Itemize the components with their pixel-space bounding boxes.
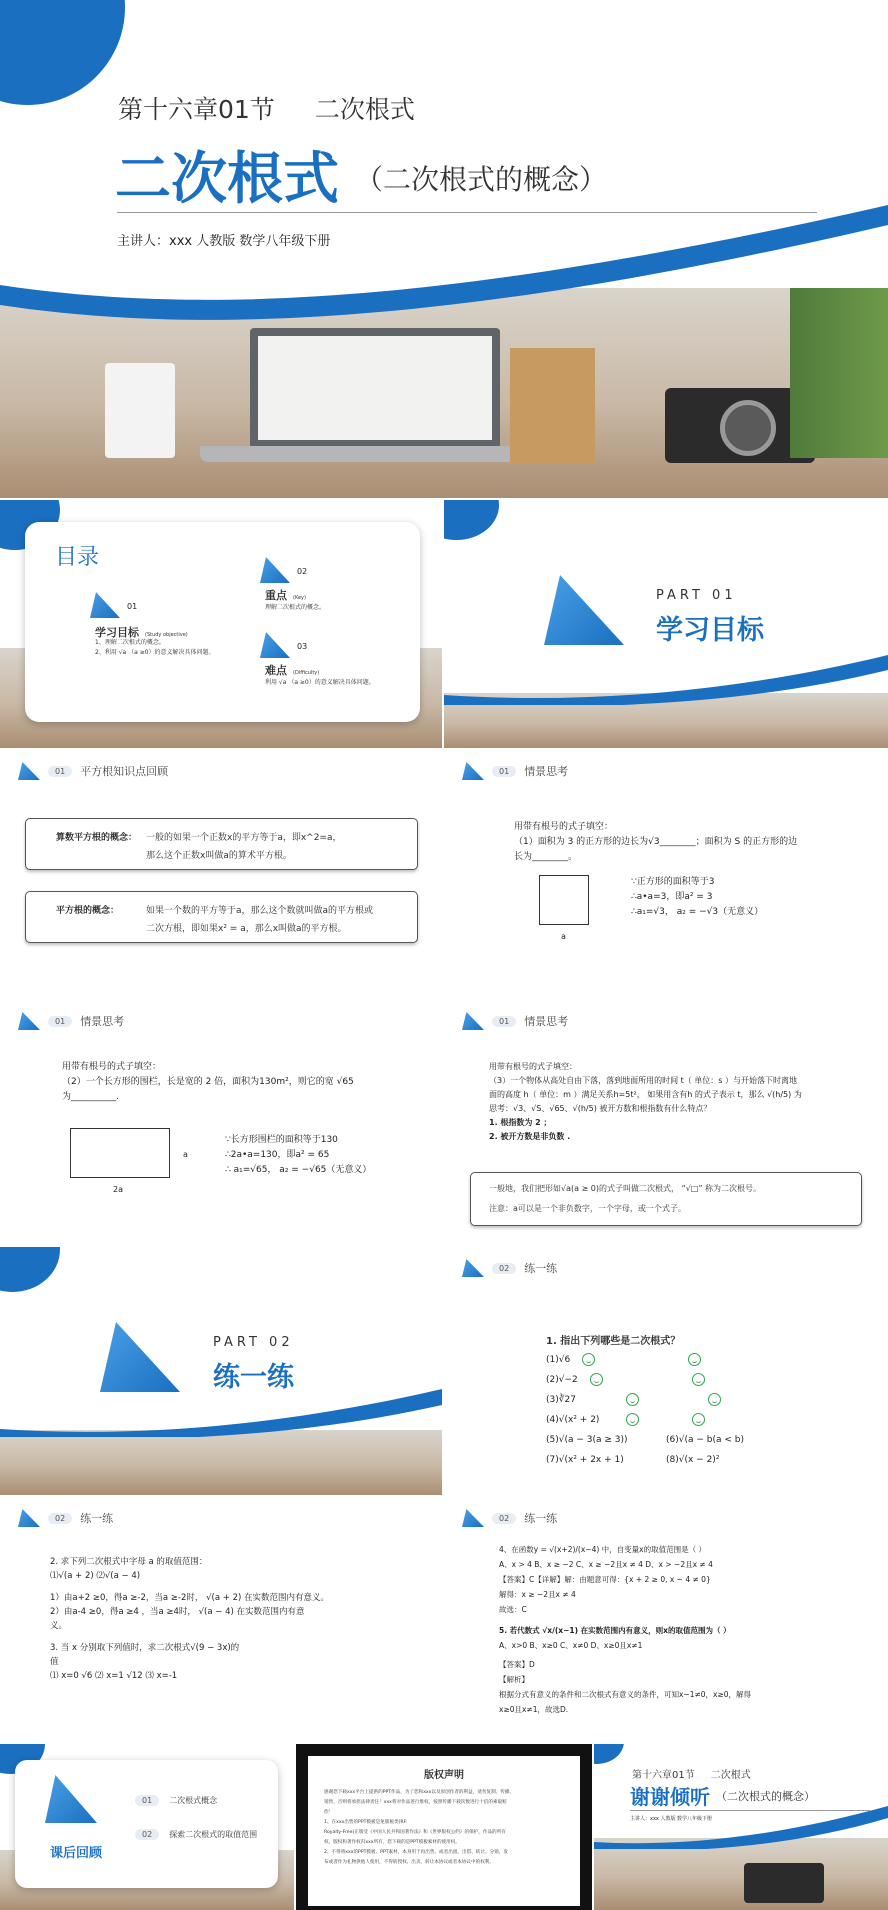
toc-item-2[interactable]: 重点 (Key) [265, 589, 306, 602]
presenter: 主讲人：xxx 人教版 数学八年级下册 [117, 234, 331, 249]
smiley-icon [626, 1393, 639, 1406]
smiley-icon [590, 1373, 603, 1386]
section-badge: 02 [492, 1263, 516, 1274]
section-title: 情景思考 [80, 1015, 125, 1028]
presenter: 主讲人：xxx 人教版 数学八年级下册 [630, 1816, 713, 1822]
ruler-pencil-icon [100, 1322, 180, 1392]
practice1-slide[interactable] [444, 1247, 888, 1495]
corner-circle [444, 500, 499, 540]
practice-text: 2. 求下列二次根式中字母 a 的取值范围： ⑴√(a + 2) ⑵√(a − 4) 1）由a+2 ≥0，得a ≥-2，当a ≥-2时， √(a + 2) 在实数范围内有意义。 2）由a-4 ≥0，得a ≥4 ，当a ≥4时， √(a − 4) 在实数范围内有意 义。 3. 当 x 分别取下列值时，求二次根式√(9 − 3x)的 值 ⑴ x=0 √6 ⑵ x=1 √12 ⑶ x=-1 [50, 1557, 329, 1681]
section-title: 练一练 [80, 1512, 114, 1525]
side-label: a [183, 1150, 188, 1159]
section-badge: 02 [492, 1513, 516, 1524]
side-label: 2a [113, 1185, 123, 1194]
toc-desc: 理解二次根式的概念。 [265, 604, 326, 611]
scene3-slide[interactable] [444, 1000, 888, 1245]
practice3-slide[interactable] [444, 1497, 888, 1742]
toc-card [25, 522, 420, 722]
section-badge: 01 [48, 1016, 72, 1027]
ruler-pencil-icon [544, 575, 624, 645]
section-title: 练一练 [524, 1262, 558, 1275]
solution-text: ∵长方形围栏的面积等于130 ∴2a•a=130，即a² = 65 ∴ a₁=√65， a₂ = −√65（无意义） [225, 1135, 372, 1175]
part-title: 学习目标 [656, 615, 764, 646]
mug-icon [105, 363, 175, 458]
toc-item-3[interactable]: 难点 (Difficulty) [265, 664, 320, 677]
section-badge: 01 [492, 1016, 516, 1027]
part1-slide[interactable] [444, 500, 888, 748]
toc-desc: 利用 √a （a ≥0）的意义解决具体问题。 [265, 679, 375, 686]
part-title: 练一练 [213, 1362, 294, 1393]
blue-wave [0, 1387, 442, 1437]
toc-item-1[interactable]: 学习目标 (Study objective) [95, 626, 188, 639]
ruler-pencil-icon [45, 1775, 97, 1823]
ruler-pencil-icon [462, 1509, 484, 1527]
option-list: (6)√(a − b(a < b) (8)√(x − 2)² [666, 1435, 744, 1465]
ruler-pencil-icon [260, 632, 290, 658]
title-divider [117, 212, 817, 213]
recap-item[interactable]: 02 探索二次根式的取值范围 [135, 1829, 257, 1840]
toc-title: 目录 [55, 545, 100, 570]
recap-title: 课后回顾 [50, 1846, 103, 1861]
toc-num: 02 [297, 567, 308, 576]
rectangle-figure [70, 1128, 170, 1178]
slide-header [18, 1012, 124, 1030]
practice2-slide[interactable] [0, 1497, 442, 1742]
section-title: 情景思考 [524, 765, 569, 778]
practice-text: 4、在函数y = √(x+2)/(x−4) 中，自变量x的取值范围是（ ） A、x > 4 B、x ≥ −2 C、x ≥ −2且x ≠ 4 D、x > −2且x ≠ 4 【答案】C【详解】解：由题意可得：{x + 2 ≥ 0, x − 4 ≠ 0} 解得：x ≥ −2且x ≠ 4 故选：C 5. 若代数式 √x/(x−1) 在实数范围内有意义，则x的取值范围为（ ） A、x>0 B、x≥0 C、x≠0 D、x≥0且x≠1 【答案】D 【解析】 根据分式有意义的条件和二次根式有意义的条件，可知x−1≠0，x≥0，解得 x≥0且x≠1，故选D. [499, 1545, 752, 1714]
thanks-slide[interactable] [594, 1744, 888, 1910]
part-label: PART 01 [656, 588, 737, 603]
ruler-pencil-icon [90, 592, 122, 620]
toc-slide[interactable] [0, 500, 442, 748]
thanks-title: 谢谢倾听 [630, 1785, 710, 1809]
laptop-base [200, 446, 540, 462]
part2-slide[interactable] [0, 1247, 442, 1495]
concept-box: 平方根的概念： 如果一个数的平方等于a，那么这个数就叫做a的平方根或 二次方根，即如果x² = a，那么x叫做a的平方根。 [25, 891, 418, 943]
ruler-pencil-icon [18, 762, 40, 780]
side-label: a [561, 932, 566, 941]
smiley-icon [688, 1353, 701, 1366]
pencil-cup-icon [510, 348, 595, 463]
smiley-icon [626, 1413, 639, 1426]
recap-item[interactable]: 01 二次根式概念 [135, 1795, 217, 1806]
option-list: (1)√6 (2)√−2 (3)∛27 (4)√(x² + 2) (5)√(a − 3(a ≥ 3)) (7)√(x² + 2x + 1) [546, 1355, 628, 1465]
camera-icon [744, 1863, 824, 1903]
recap-card [15, 1760, 278, 1888]
slide-header [18, 1509, 113, 1527]
square-figure [539, 875, 589, 925]
cover-slide[interactable] [0, 0, 888, 498]
smiley-icon [582, 1353, 595, 1366]
copyright-card [308, 1756, 580, 1906]
copyright-text: 感谢您下载xxx平台上提供的PPT作品，为了您和xxx以及原创作者的利益，请勿复制、传播、 销售，否则将承担法律责任！xxx将对作品进行维权，按照传播下载次数进行十倍的索取赔 偿！ 1、在xxx出售的PPT模板是免版税类(RF: Royalty-Free)正版受《中国人民共和国著作法》和《世界版权公约》的保护，作品的所有 权、版权和著作权归xxx所有，您下载的是PPT模板素材的使用权。 2、不得将xxx的PPT模板、PPT素材，本身用于再出售、或者出租、出借、转让、分销、发 布或者作为礼物供他人使用，不得转授权、出卖、转让本协议或者本协议中的权利。 [324, 1790, 515, 1865]
slide-header [462, 762, 568, 780]
section-badge: 01 [48, 766, 72, 777]
main-title: 二次根式 [115, 147, 339, 212]
recap-slide[interactable] [0, 1744, 294, 1910]
ruler-pencil-icon [462, 762, 484, 780]
slide-header [462, 1259, 557, 1277]
section-title: 情景思考 [524, 1015, 569, 1028]
scene1-slide[interactable] [444, 750, 888, 998]
laptop-icon [250, 328, 500, 448]
section-badge: 01 [492, 766, 516, 777]
subtitle: （二次根式的概念） [716, 1790, 815, 1803]
subtitle: （二次根式的概念） [355, 163, 608, 196]
section-title: 练一练 [524, 1512, 558, 1525]
corner-circle [0, 1247, 60, 1292]
smiley-icon [692, 1413, 705, 1426]
slide-header [462, 1509, 557, 1527]
ruler-pencil-icon [18, 1012, 40, 1030]
ruler-pencil-icon [462, 1259, 484, 1277]
question-text: 1. 指出下列哪些是二次根式？ [546, 1336, 681, 1347]
copyright-slide[interactable] [296, 1744, 592, 1910]
chapter-title: 第十六章01节 二次根式 [118, 95, 415, 124]
question-text: 用带有根号的式子填空： （3）一个物体从高处自由下落，落到地面所用的时间 t（ 单位：s ）与开始落下时离地 面的高度 h（ 单位：m ）满足关系h=5t²， 如果用含有h 的式子表示 t，那么 √(h/5) 为 思考：√3、√S、√65、√(h/5) 被开方数和根指数有什么特点？ 1. 根指数为 2 ； 2. 被开方数是非负数 . [489, 1062, 802, 1141]
section-title: 平方根知识点回顾 [80, 765, 169, 778]
corner-circle [594, 1744, 624, 1764]
slide-header [18, 762, 168, 780]
solution-text: ∵正方形的面积等于3 ∴a•a=3，即a² = 3 ∴a₁=√3， a₂ = −√3（无意义） [631, 877, 764, 917]
smiley-icon [692, 1373, 705, 1386]
section-badge: 02 [48, 1513, 72, 1524]
slide-header [462, 1012, 568, 1030]
blue-wave [444, 650, 888, 705]
toc-num: 03 [297, 642, 308, 651]
ruler-pencil-icon [462, 1012, 484, 1030]
ruler-pencil-icon [260, 557, 290, 583]
toc-desc: 1、理解二次根式的概念。 2、利用 √a （a ≥0）的意义解决具体问题。 [95, 639, 215, 656]
concept-box: 算数平方根的概念： 一般的如果一个正数x的平方等于a，即x^2=a， 那么这个正数x叫做a的算术平方根。 [25, 818, 418, 870]
part-label: PART 02 [213, 1335, 294, 1350]
desk-photo [0, 1430, 442, 1495]
question-text: 用带有根号的式子填空： （2）一个长方形的围栏，长是宽的 2 倍，面积为130m²，则它的宽 √65 为__________. [62, 1062, 354, 1102]
definition-box: 一般地，我们把形如√a(a ≥ 0)的式子叫做二次根式， “√□” 称为二次根号。 注意：a可以是一个非负数字，一个字母，或一个式子。 [470, 1172, 862, 1226]
chapter-title: 第十六章01节 二次根式 [632, 1770, 751, 1781]
smiley-icon [708, 1393, 721, 1406]
toc-num: 01 [127, 602, 138, 611]
copyright-title: 版权声明 [424, 1770, 464, 1781]
ruler-pencil-icon [18, 1509, 40, 1527]
review-slide[interactable] [0, 750, 442, 998]
scene2-slide[interactable] [0, 1000, 442, 1245]
title-divider [630, 1810, 870, 1811]
question-text: 用带有根号的式子填空： （1）面积为 3 的正方形的边长为√3________；面积为 S 的正方形的边 长为________。 [514, 822, 798, 862]
